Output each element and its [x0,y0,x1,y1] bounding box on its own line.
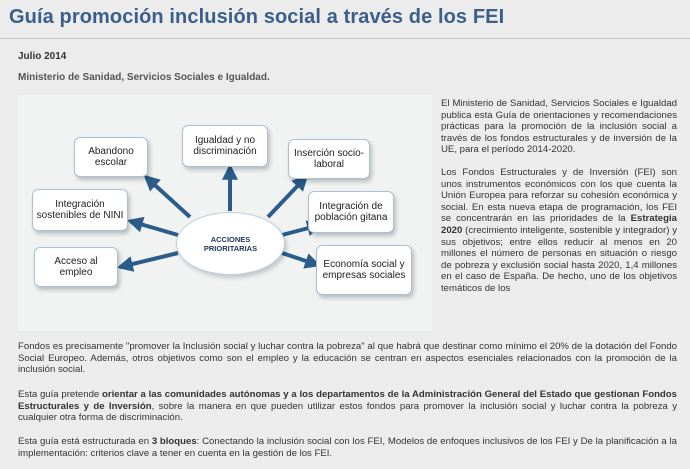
arrow-nini [130,221,178,235]
paragraph-guide-purpose [18,389,677,424]
paragraph-fei-text-c: (crecimiento inteligente, sostenible y integrador) y sus objetivos; entre ellos reducir al menos en 20 millones el número de personas en situación o riesgo de pobreza y exclusión social hasta 2020, 1,4 millones en el caso de España. De hecho, uno de los objetivos temáticos de los [441,224,677,294]
hub-label: ACCIONES PRIORITARIAS [203,234,258,253]
paragraph-intro: El Ministerio de Sanidad, Servicios Sociales e Igualdad publica esta Guía de orientaciones y recomendaciones prácticas para la promoción de la inclusión social a través de los fondos estructurales y de inversión de la UE, para el período 2014-2020. [441,98,677,156]
arrow-economia [282,253,318,265]
intro-column [441,98,677,306]
box-abandono-escolar: Abandono escolar [74,137,148,177]
arrow-abandono [146,177,190,217]
paragraph-guide-structure [18,436,677,459]
ministry-name: Ministerio de Sanidad, Servicios Sociales e Igualdad. [18,72,270,83]
paragraph-fei-text-a: Los Fondos Estructurales y de Inversión (FEI) son unos instrumentos económicos con los que cuenta la Unión Europea para reforzar su cohesión económica y social. En esta nueva etapa de programación, los FEI se concentrarán en las prioridades de la [441,166,677,225]
box-economia-social: Economía social y empresas sociales [316,245,412,295]
page-title: Guía promoción inclusión social a través de los FEI [9,6,505,28]
purpose-text-c: , sobre la manera en que pueden utilizar estos fondos para promover la inclusión social y luchar contra la pobreza y cualquier otra forma de discriminación. [18,400,677,424]
structure-text-a: Esta guía está estructurada en [18,436,152,447]
paragraph-fei-continued: Fondos es precisamente "promover la Inclusión social y luchar contra la pobreza" al que habrá que destinar como mínimo el 20% de la dotación del Fondo Social Europeo. Además, otros objetivos como son el empleo y la educación se centran en aspectos esenciales relacionados con la promoción de la inclusión social. [18,341,677,376]
structure-blocks: 3 bloques [151,436,197,447]
paragraph-fei [441,167,677,295]
arrow-empleo [120,253,178,267]
box-igualdad: Igualdad y no discriminación [182,125,268,167]
box-acceso-empleo: Acceso al empleo [34,247,118,287]
arrow-insercion [268,177,306,217]
structure-text-c: : Conectando la inclusión social con los FEI, Modelos de enfoques inclusivos de los FEI y De la planificación a la implementación: criterios clave a tener en cuenta en la gestión de los FEI. [18,436,677,459]
strategy-2020: Estrategia 2020 [441,213,677,236]
box-gitana: Integración de población gitana [308,191,394,233]
purpose-text-a: Esta guía pretende [18,389,103,400]
purpose-target: orientar a las comunidades autónomas y a los departamentos de la Administración General del Estado que gestionan Fondos Estructurales y de Inversión [18,389,677,412]
priority-actions-diagram [18,95,432,331]
hub-acciones-prioritarias [176,212,285,275]
box-nini: Integración sostenibles de NINI [32,189,128,231]
title-divider [0,38,690,39]
box-insercion: Inserción socio-laboral [288,139,370,179]
publication-date: Julio 2014 [18,51,67,62]
